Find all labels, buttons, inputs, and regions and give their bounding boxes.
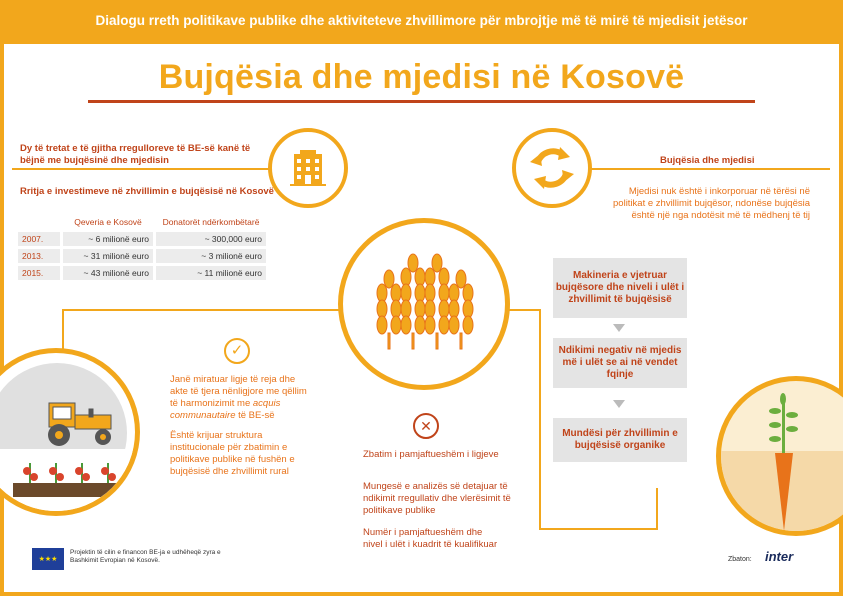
connector-line — [570, 168, 830, 170]
cross-icon: ✕ — [413, 413, 439, 439]
implemented-by-label: Zbaton: — [728, 556, 752, 563]
agriculture-environment-heading: Bujqësia dhe mjedisi — [660, 155, 755, 166]
carrot-icon — [721, 381, 843, 531]
eu-funding-note: Projektin të cilin e financon BE-ja e udhëheqë zyra e Bashkimit Evropian në Kosovë. — [70, 549, 221, 564]
step-box-old-machinery: Makineria e vjetruar bujqësore dhe niveli i ulët i zhvillimit të bujqësisë — [553, 258, 687, 318]
negative-point-implementation: Zbatim i pamjaftueshëm i ligjeve — [363, 449, 499, 460]
step-box-negative-impact: Ndikimi negativ në mjedis më i ulët se ai në vendet fqinje — [553, 338, 687, 388]
negative-point-analysis: Mungesë e analizës së detajuar të ndikimit rregullativ dhe vlerësimit të politikave publike — [363, 481, 511, 516]
connector-line — [62, 309, 348, 311]
arrow-down-icon — [613, 324, 625, 332]
inter-logo: inter — [765, 549, 794, 564]
environment-note: Mjedisi nuk është i inkorporuar në tërësi në politikat e zhvillimit bujqësor, ndonëse bujqësia është një nga ndotësit më të mëdhenj të tij — [613, 186, 810, 221]
page-title: Bujqësia dhe mjedisi në Kosovë — [158, 58, 685, 96]
eu-flag-logo: ★★★ — [32, 548, 64, 570]
building-circle — [268, 128, 348, 208]
investment-table-title: Rritja e investimeve në zhvillimin e bujqësisë në Kosovë — [20, 186, 274, 197]
table-header: Qeveria e Kosovë — [63, 215, 153, 229]
recycle-arrows-icon — [516, 132, 588, 204]
positive-point-institutions: Është krijuar struktura institucionale për zbatimin e politikave publike në fushën e bujqësisë dhe zhvillimit rural — [170, 430, 295, 477]
table-row: 2015. ~ 43 milionë euro ~ 11 milionë euro — [18, 266, 266, 280]
positive-point-laws: Janë miratuar ligje të reja dhe akte të tjera nënligjore me qëllim të harmonizimit me acquis communautaire të BE-së — [170, 374, 307, 421]
tractor-field-icon — [0, 353, 137, 513]
wheat-icon — [343, 223, 505, 385]
step-box-organic: Mundësi për zhvillimin e bujqësisë organike — [553, 418, 687, 462]
wheat-circle — [338, 218, 510, 390]
negative-point-staff: Numër i pamjaftueshëm dhe nivel i ulët i kuadrit të kualifikuar — [363, 527, 498, 550]
connector-line — [539, 309, 541, 529]
connector-line — [12, 168, 280, 170]
checkmark-icon: ✓ — [224, 338, 250, 364]
arrow-down-icon — [613, 400, 625, 408]
eu-regulation-note: Dy të tretat e të gjitha rregulloreve të BE-së kanë të bëjnë me bujqësinë dhe mjedisin — [20, 143, 251, 166]
investment-table — [15, 212, 269, 283]
connector-line — [539, 528, 657, 530]
title-underline — [88, 100, 755, 103]
banner-text: Dialogu rreth politikave publike dhe aktiviteteve zhvillimore për mbrojtje më të mirë të mjedisit jetësor — [95, 13, 748, 28]
connector-line — [656, 488, 658, 530]
recycle-circle — [512, 128, 592, 208]
table-row: 2007. ~ 6 milionë euro ~ 300,000 euro — [18, 232, 266, 246]
table-row: 2013. ~ 31 milionë euro ~ 3 milionë euro — [18, 249, 266, 263]
table-header: Donatorët ndërkombëtarë — [156, 215, 266, 229]
building-icon — [272, 132, 344, 204]
